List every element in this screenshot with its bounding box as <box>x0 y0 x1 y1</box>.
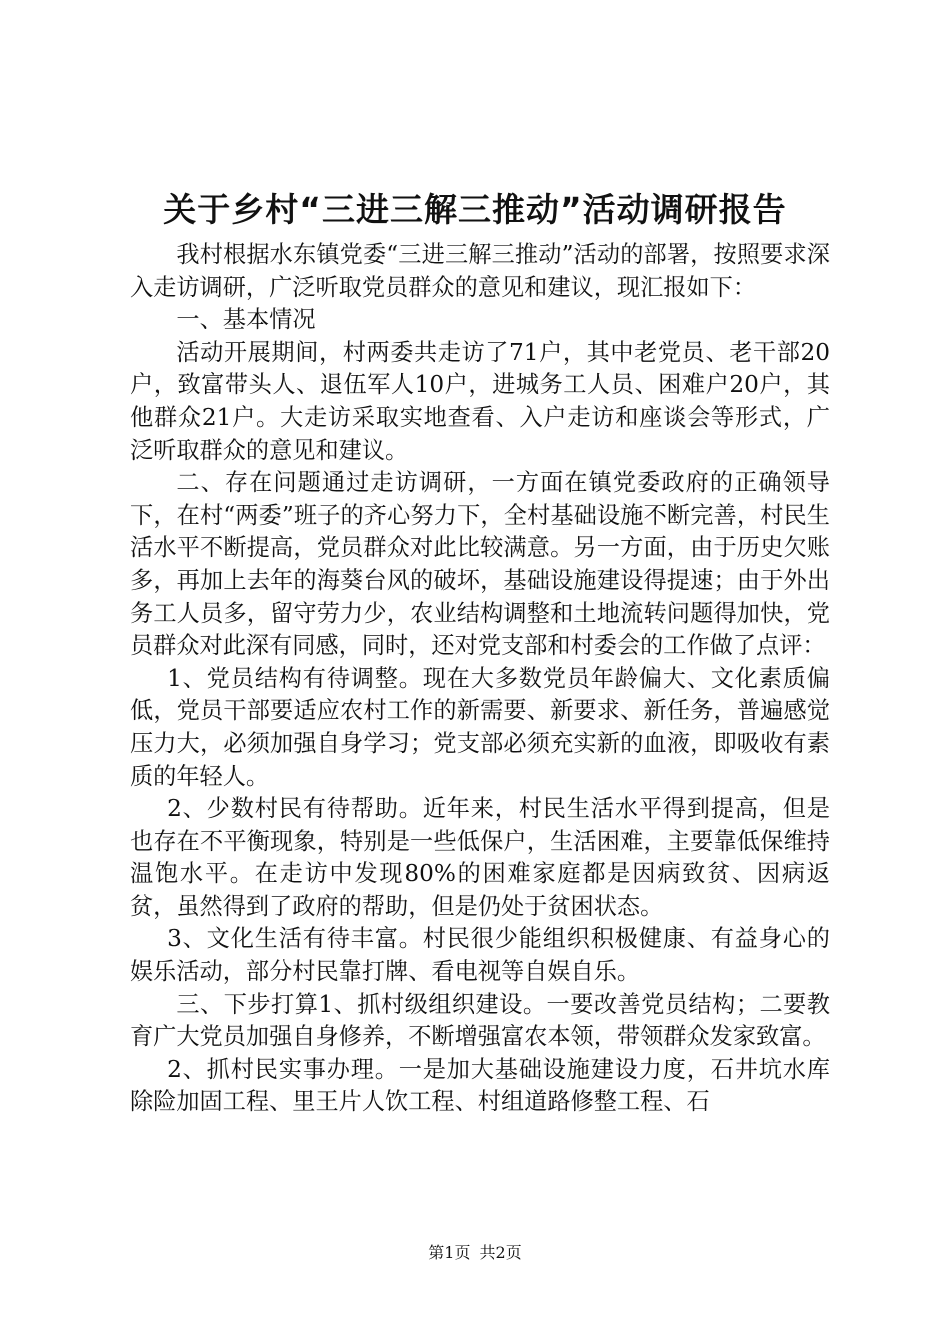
page-number: 第1页 <box>428 1243 471 1262</box>
page-total: 共2页 <box>479 1243 522 1262</box>
paragraph-practical-matters: 2、抓村民实事办理。一是加大基础设施建设力度，石井坑水库除险加固工程、里王片人饮工程、村组道路修整工程、石 <box>130 1055 830 1116</box>
paragraph-problems: 二、存在问题通过走访调研，一方面在镇党委政府的正确领导下，在村“两委”班子的齐心努力下，全村基础设施不断完善，村民生活水平不断提高，党员群众对此比较满意。另一方面，由于历史欠账多，再加上去年的海葵台风的破坏，基础设施建设得提速；由于外出务工人员多，留守劳力少，农业结构调整和土地流转问题得加快，党员群众对此深有同感，同时，还对党支部和村委会的工作做了点评： <box>130 469 830 660</box>
document-body <box>130 239 830 1119</box>
document-title: 关于乡村“三进三解三推动”活动调研报告 <box>163 190 787 229</box>
paragraph-visits: 活动开展期间，村两委共走访了71户，其中老党员、老干部20户，致富带头人、退伍军人10户，进城务工人员、困难户20户，其他群众21户。大走访采取实地查看、入户走访和座谈会等形式，广泛听取群众的意见和建议。 <box>130 338 830 464</box>
paragraph-item-2: 2、少数村民有待帮助。近年来，村民生活水平得到提高，但是也存在不平衡现象，特别是一些低保户，生活困难，主要靠低保维持温饱水平。在走访中发现80%的困难家庭都是因病致贫、因病返贫，虽然得到了政府的帮助，但是仍处于贫困状态。 <box>130 795 830 920</box>
page-footer <box>0 1242 950 1264</box>
paragraph-next-steps: 三、下步打算1、抓村级组织建设。一要改善党员结构；二要教育广大党员加强自身修养，不断增强富农本领，带领群众发家致富。 <box>130 990 830 1051</box>
heading-basic-situation: 一、基本情况 <box>176 306 316 334</box>
paragraph-item-1: 1、党员结构有待调整。现在大多数党员年龄偏大、文化素质偏低，党员干部要适应农村工作的新需要、新要求、新任务，普遍感觉压力大，必须加强自身学习；党支部必须充实新的血液，即吸收有素质的年轻人。 <box>130 664 830 790</box>
paragraph-item-3: 3、文化生活有待丰富。村民很少能组织积极健康、有益身心的娱乐活动，部分村民靠打牌、看电视等自娱自乐。 <box>130 925 830 986</box>
paragraph-intro: 我村根据水东镇党委“三进三解三推动”活动的部署，按照要求深入走访调研，广泛听取党员群众的意见和建议，现汇报如下： <box>130 241 830 301</box>
